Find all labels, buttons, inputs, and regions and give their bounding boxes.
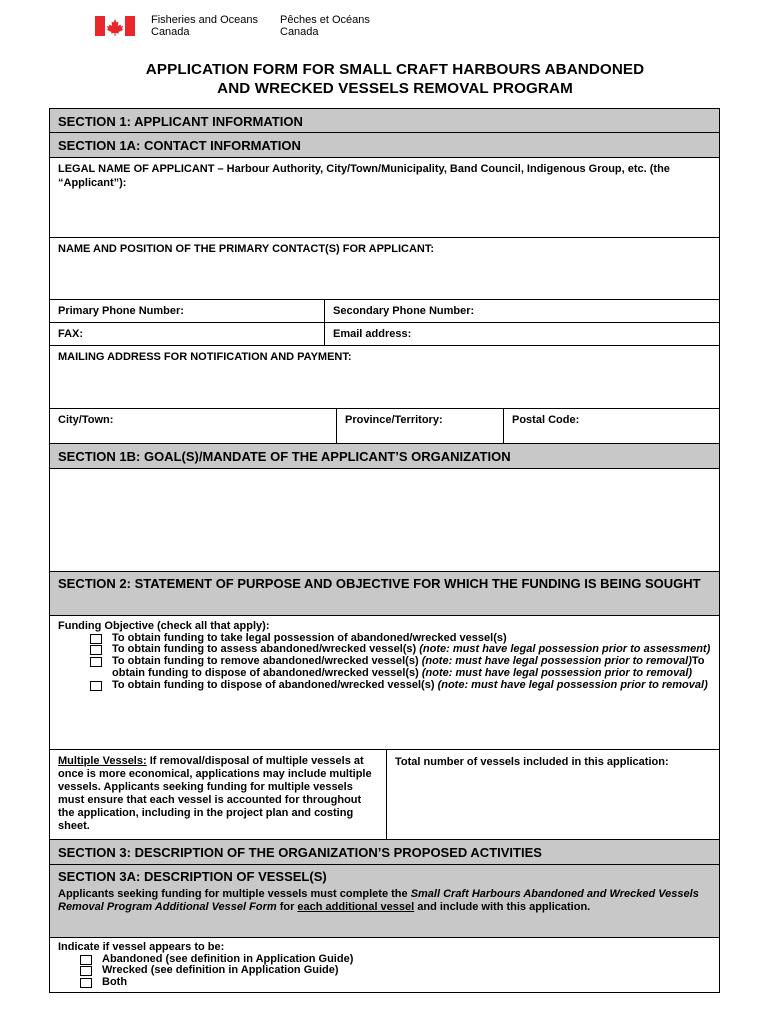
option-text: Abandoned (see definition in Application Guide) [102,952,354,965]
option-note: (note: must have legal possession prior to removal) [421,666,693,679]
checkbox-remove[interactable] [90,657,102,667]
mailing-address-label: MAILING ADDRESS FOR NOTIFICATION AND PAYMENT: [58,351,352,363]
secondary-phone-label: Secondary Phone Number: [333,305,475,317]
checkbox-both[interactable] [80,978,92,988]
option-note: (note: must have legal possession prior to assessment) [419,643,711,656]
funding-option-dispose[interactable] [58,680,711,692]
fax-label: FAX: [58,328,84,340]
option-text: To obtain funding to assess abandoned/wrecked vessel(s) [112,643,420,656]
city-label: City/Town: [58,414,114,426]
option-text: To obtain funding to dispose of abandoned/wrecked vessel(s) [112,655,705,679]
checkbox-legal-possession[interactable] [90,634,102,644]
section2-heading [49,572,720,616]
legal-name-field[interactable] [49,158,720,238]
funding-objective-block [49,616,720,750]
fax-email-row [49,323,720,346]
funding-option-remove[interactable] [58,656,711,679]
section1a-heading [49,133,720,158]
option-text: Wrecked (see definition in Application Guide) [102,964,339,977]
multiple-vessels-note [50,750,386,839]
primary-phone-label: Primary Phone Number: [58,305,184,317]
section1b-heading-text: SECTION 1B: GOAL(S)/MANDATE OF THE APPLICANT’S ORGANIZATION [58,449,511,464]
funding-objective-label: Funding Objective (check all that apply): [58,620,270,632]
province-label: Province/Territory: [345,414,443,426]
multiple-vessels-title: Multiple Vessels: [58,755,147,767]
city-province-postal-row [49,409,720,444]
option-note: (note: must have legal possession prior to removal) [437,678,708,691]
form-title [60,60,730,98]
form-title-line1: APPLICATION FORM FOR SMALL CRAFT HARBOURS ABANDONED [145,61,645,78]
vessel-option-wrecked[interactable] [58,965,711,977]
vessel-status-label: Indicate if vessel appears to be: [58,941,225,953]
email-field[interactable] [324,323,719,345]
dept-en-line2: Canada [151,26,190,38]
checkbox-assess[interactable] [90,645,102,655]
province-field[interactable] [336,409,503,443]
multiple-vessels-text: If removal/disposal of multiple vessels at once is more economical, applications may include multiple vessels. Applicants seeking funding for multiple vessels must ensure that each vessel is accounted for throughout the application, including in the project plan and costing sheet. [58,755,372,832]
checkbox-dispose[interactable] [90,681,102,691]
postal-code-label: Postal Code: [512,414,580,426]
option-text: Both [102,976,128,989]
instr-text: and include with this application. [414,901,591,913]
dept-fr-line2: Canada [280,26,319,38]
multiple-vessels-row [49,750,720,840]
section3a-block [49,865,720,938]
primary-contact-label: NAME AND POSITION OF THE PRIMARY CONTACT(S) FOR APPLICANT: [58,243,435,255]
header [95,14,495,40]
goals-mandate-field[interactable] [49,469,720,572]
total-vessels-field[interactable] [386,750,719,839]
phone-row [49,300,720,323]
checkbox-wrecked[interactable] [80,966,92,976]
email-label: Email address: [333,328,412,340]
option-text: To obtain funding to dispose of abandoned/wrecked vessel(s) [112,678,438,691]
dept-fr-line1: Pêches et Océans [280,14,370,26]
dept-en-line1: Fisheries and Oceans [151,14,258,26]
secondary-phone-field[interactable] [324,300,719,322]
legal-name-label: LEGAL NAME OF APPLICANT – Harbour Authority, City/Town/Municipality, Band Council, Indigenous Group, etc. (the “Applicant”): [58,163,670,189]
section2-heading-text: SECTION 2: STATEMENT OF PURPOSE AND OBJECTIVE FOR WHICH THE FUNDING IS BEING SOUGHT [58,576,701,591]
section1a-heading-text: SECTION 1A: CONTACT INFORMATION [58,138,301,153]
application-form [49,108,720,993]
postal-code-field[interactable] [503,409,719,443]
instr-emphasis: each additional vessel [297,901,415,913]
vessel-option-both[interactable] [58,977,711,989]
option-text: To obtain funding to take legal possession of abandoned/wrecked vessel(s) [112,631,507,644]
section3a-heading: SECTION 3A: DESCRIPTION OF VESSEL(S) [58,869,327,884]
section3-heading-text: SECTION 3: DESCRIPTION OF THE ORGANIZATION’S PROPOSED ACTIVITIES [58,845,542,860]
canada-flag-icon [95,16,135,36]
option-note: (note: must have legal possession prior to removal) [421,655,692,668]
section3a-instructions [58,888,711,914]
section3-heading [49,840,720,865]
instr-text: for [276,901,298,913]
fax-field[interactable] [50,323,324,345]
vessel-status-block [49,938,720,993]
section1-heading-text: SECTION 1: APPLICANT INFORMATION [58,114,303,129]
instr-form-name: Small Craft Harbours Abandoned and Wrecked Vessels Removal Program Additional Vessel Form [58,888,699,913]
primary-contact-field[interactable] [49,238,720,300]
option-text: To obtain funding to remove abandoned/wrecked vessel(s) [112,655,422,668]
city-field[interactable] [50,409,336,443]
department-name-fr [280,14,370,38]
total-vessels-label: Total number of vessels included in this application: [395,756,669,768]
section1b-heading [49,444,720,469]
department-name-en [151,14,258,38]
form-title-line2: AND WRECKED VESSELS REMOVAL PROGRAM [217,80,573,97]
section1-heading [49,108,720,133]
checkbox-abandoned[interactable] [80,955,92,965]
instr-text: Applicants seeking funding for multiple vessels must complete the [58,888,411,900]
primary-phone-field[interactable] [50,300,324,322]
mailing-address-field[interactable] [49,346,720,409]
